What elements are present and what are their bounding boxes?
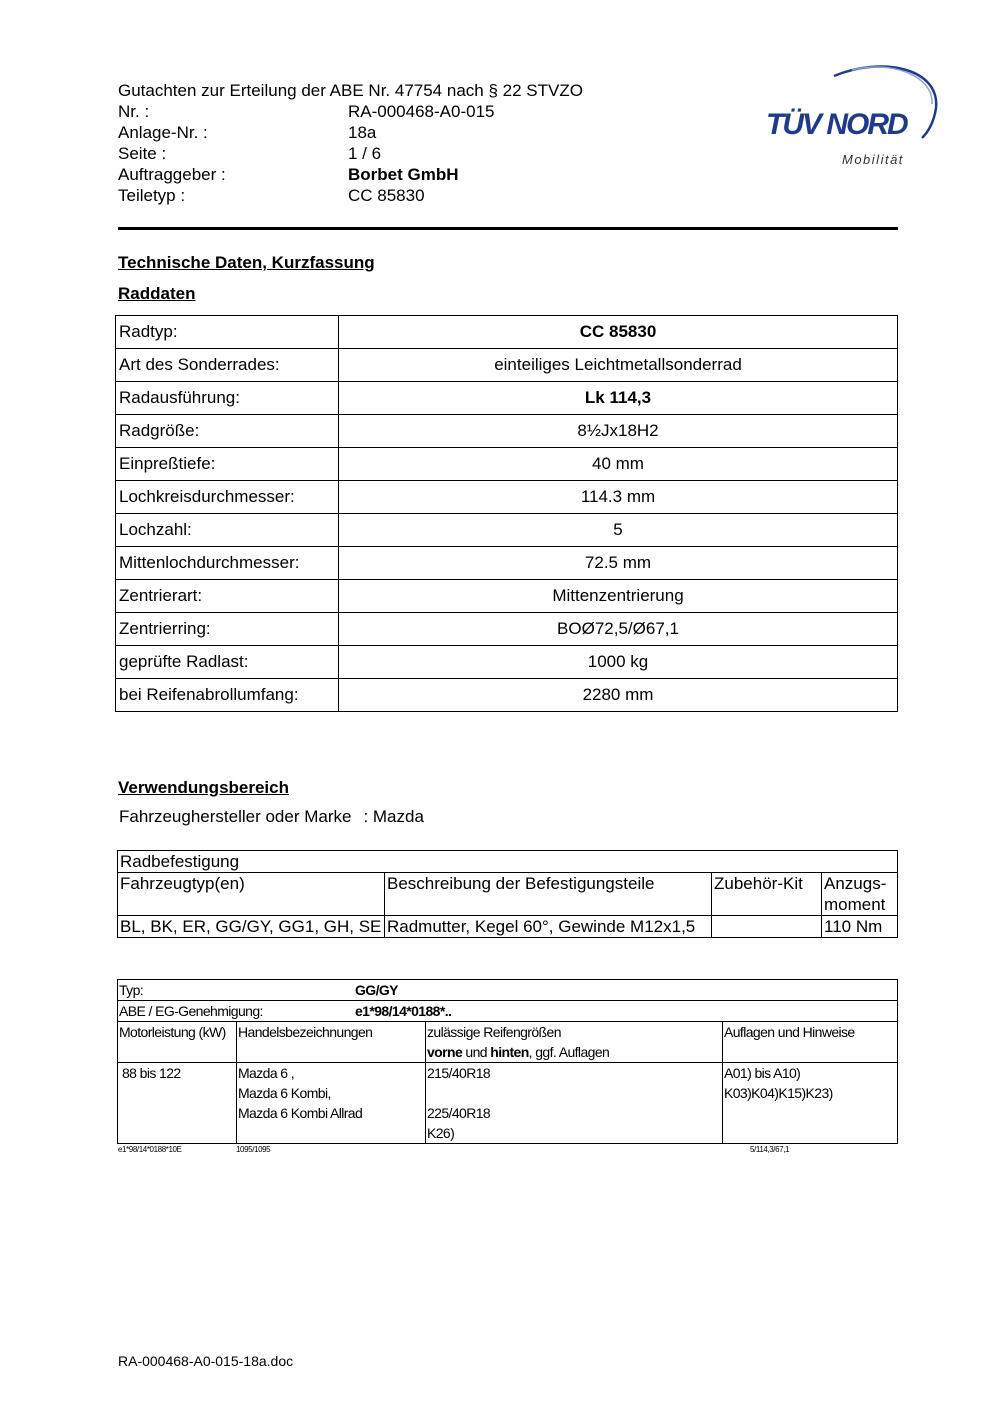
row-label: Art des Sonderrades:: [116, 349, 339, 382]
header-label: Nr. :: [118, 102, 150, 121]
row-label: Radausführung:: [116, 382, 339, 415]
row-value: CC 85830: [339, 316, 898, 349]
table-row: [116, 646, 898, 679]
table-row: [116, 679, 898, 712]
document-header: [118, 80, 583, 206]
row-label: bei Reifenabrollumfang:: [116, 679, 339, 712]
table-cell: Radmutter, Kegel 60°, Gewinde M12x1,5: [385, 916, 712, 938]
header-label: Auftraggeber :: [118, 165, 226, 184]
auflagen-item: K03)K04)K15)K23): [724, 1085, 833, 1101]
subsection-title: Raddaten: [118, 284, 196, 303]
header-row-nr: [118, 101, 583, 122]
table-row: [116, 448, 898, 481]
table-cell: [712, 916, 822, 938]
tuv-nord-logo: [762, 58, 942, 173]
row-value: 1000 kg: [339, 646, 898, 679]
row-value: 2280 mm: [339, 679, 898, 712]
row-value: Lk 114,3: [339, 382, 898, 415]
small-note-approval: e1*98/14*0188*10E: [118, 1145, 182, 1154]
table-header-row: [118, 873, 898, 916]
row-label: Radgröße:: [116, 415, 339, 448]
row-value: 114.3 mm: [339, 481, 898, 514]
abe-cell: [118, 1001, 898, 1022]
row-value: 5: [339, 514, 898, 547]
row-value: 8½Jx18H2: [339, 415, 898, 448]
reifen-rest: , ggf. Auflagen: [528, 1044, 610, 1060]
abe-label: ABE / EG-Genehmigung:: [119, 1003, 263, 1019]
handel-cell: [237, 1063, 426, 1144]
reifen-cell: [426, 1063, 723, 1144]
table-caption: Radbefestigung: [118, 851, 898, 873]
row-label: geprüfte Radlast:: [116, 646, 339, 679]
hersteller-value: : Mazda: [363, 807, 424, 826]
row-value: BOØ72,5/Ø67,1: [339, 613, 898, 646]
hersteller-label: Fahrzeughersteller oder Marke: [119, 807, 352, 826]
row-label: Mittenlochdurchmesser:: [116, 547, 339, 580]
row-label: Radtyp:: [116, 316, 339, 349]
table-cell: BL, BK, ER, GG/GY, GG1, GH, SE: [118, 916, 385, 938]
typ-header-row: [118, 1022, 898, 1063]
reifen-vorne: vorne: [427, 1044, 463, 1060]
typ-cell: [118, 980, 898, 1001]
typ-row: [118, 980, 898, 1001]
row-label: Lochzahl:: [116, 514, 339, 547]
table-row: [116, 580, 898, 613]
auflagen-cell: [723, 1063, 898, 1144]
abe-value: e1*98/14*0188*..: [355, 1003, 452, 1019]
reifen-und: und: [462, 1044, 491, 1060]
typ-table: [117, 979, 898, 1144]
column-header: Handelsbezeichnungen: [237, 1022, 426, 1063]
header-value: 1 / 6: [348, 144, 382, 163]
column-header: Beschreibung der Befestigungsteile: [385, 873, 712, 916]
column-header: Anzugs-moment: [822, 873, 898, 916]
reifen-spacer: [427, 1083, 721, 1103]
table-row: [118, 916, 898, 938]
header-value: 18a: [348, 123, 377, 142]
small-note-bolt: 5/114,3/67,1: [750, 1145, 790, 1154]
typ-label: Typ:: [119, 982, 144, 998]
motor-cell: 88 bis 122: [118, 1063, 237, 1144]
row-label: Lochkreisdurchmesser:: [116, 481, 339, 514]
table-row: [116, 613, 898, 646]
typ-value: GG/GY: [355, 982, 398, 998]
table-row: [116, 349, 898, 382]
header-divider: [118, 227, 898, 230]
column-header: Zubehör-Kit: [712, 873, 822, 916]
column-header: Auflagen und Hinweise: [723, 1022, 898, 1063]
raddaten-table: [115, 315, 898, 712]
row-value: Mittenzentrierung: [339, 580, 898, 613]
report-title: Gutachten zur Erteilung der ABE Nr. 47754 nach § 22 STVZO: [118, 81, 583, 100]
table-row: [116, 547, 898, 580]
table-row: [116, 514, 898, 547]
small-note-weight: 1095/1095: [236, 1145, 271, 1154]
header-value: RA-000468-A0-015: [348, 102, 495, 121]
header-row-teiletyp: [118, 185, 583, 206]
row-value: 72.5 mm: [339, 547, 898, 580]
reifen-item: 225/40R18: [427, 1105, 491, 1121]
column-header: Motorleistung (kW): [118, 1022, 237, 1063]
row-label: Zentrierring:: [116, 613, 339, 646]
table-caption-row: [118, 851, 898, 873]
header-row-seite: [118, 143, 583, 164]
handel-item: Mazda 6 Kombi,: [238, 1085, 331, 1101]
column-header-reifen: [426, 1022, 723, 1063]
table-row: [116, 481, 898, 514]
auflagen-item: A01) bis A10): [724, 1065, 801, 1081]
handel-item: Mazda 6 Kombi Allrad: [238, 1105, 363, 1121]
reifen-hinten: hinten: [490, 1044, 529, 1060]
row-label: Zentrierart:: [116, 580, 339, 613]
column-header: Fahrzeugtyp(en): [118, 873, 385, 916]
table-row: [116, 415, 898, 448]
radbefestigung-table: [117, 850, 898, 938]
header-label: Anlage-Nr. :: [118, 123, 208, 142]
reifen-item: K26): [427, 1125, 455, 1141]
logo-sub-text: Mobilität: [842, 152, 904, 167]
row-value: einteiliges Leichtmetallsonderrad: [339, 349, 898, 382]
section-title-verwendung: Verwendungsbereich: [118, 778, 289, 797]
table-row: [116, 382, 898, 415]
header-label: Seite :: [118, 144, 167, 163]
row-label: Einpreßtiefe:: [116, 448, 339, 481]
document-filename: RA-000468-A0-015-18a.doc: [118, 1353, 294, 1369]
handel-item: Mazda 6 ,: [238, 1065, 295, 1081]
header-value: Borbet GmbH: [348, 165, 459, 184]
row-value: 40 mm: [339, 448, 898, 481]
hersteller-line: [119, 807, 424, 827]
table-cell: 110 Nm: [822, 916, 898, 938]
table-row: [116, 316, 898, 349]
logo-brand-text: TÜV NORD: [766, 108, 907, 141]
abe-row: [118, 1001, 898, 1022]
reifen-item: 215/40R18: [427, 1065, 491, 1081]
reifen-header-line1: zulässige Reifengrößen: [427, 1024, 561, 1040]
table-row: [118, 1063, 898, 1144]
header-label: Teiletyp :: [118, 186, 186, 205]
header-row-anlage: [118, 122, 583, 143]
reifen-header-line2: [427, 1042, 721, 1062]
header-value: CC 85830: [348, 186, 425, 205]
section-title: Technische Daten, Kurzfassung: [118, 253, 375, 272]
header-row-auftraggeber: [118, 164, 583, 185]
